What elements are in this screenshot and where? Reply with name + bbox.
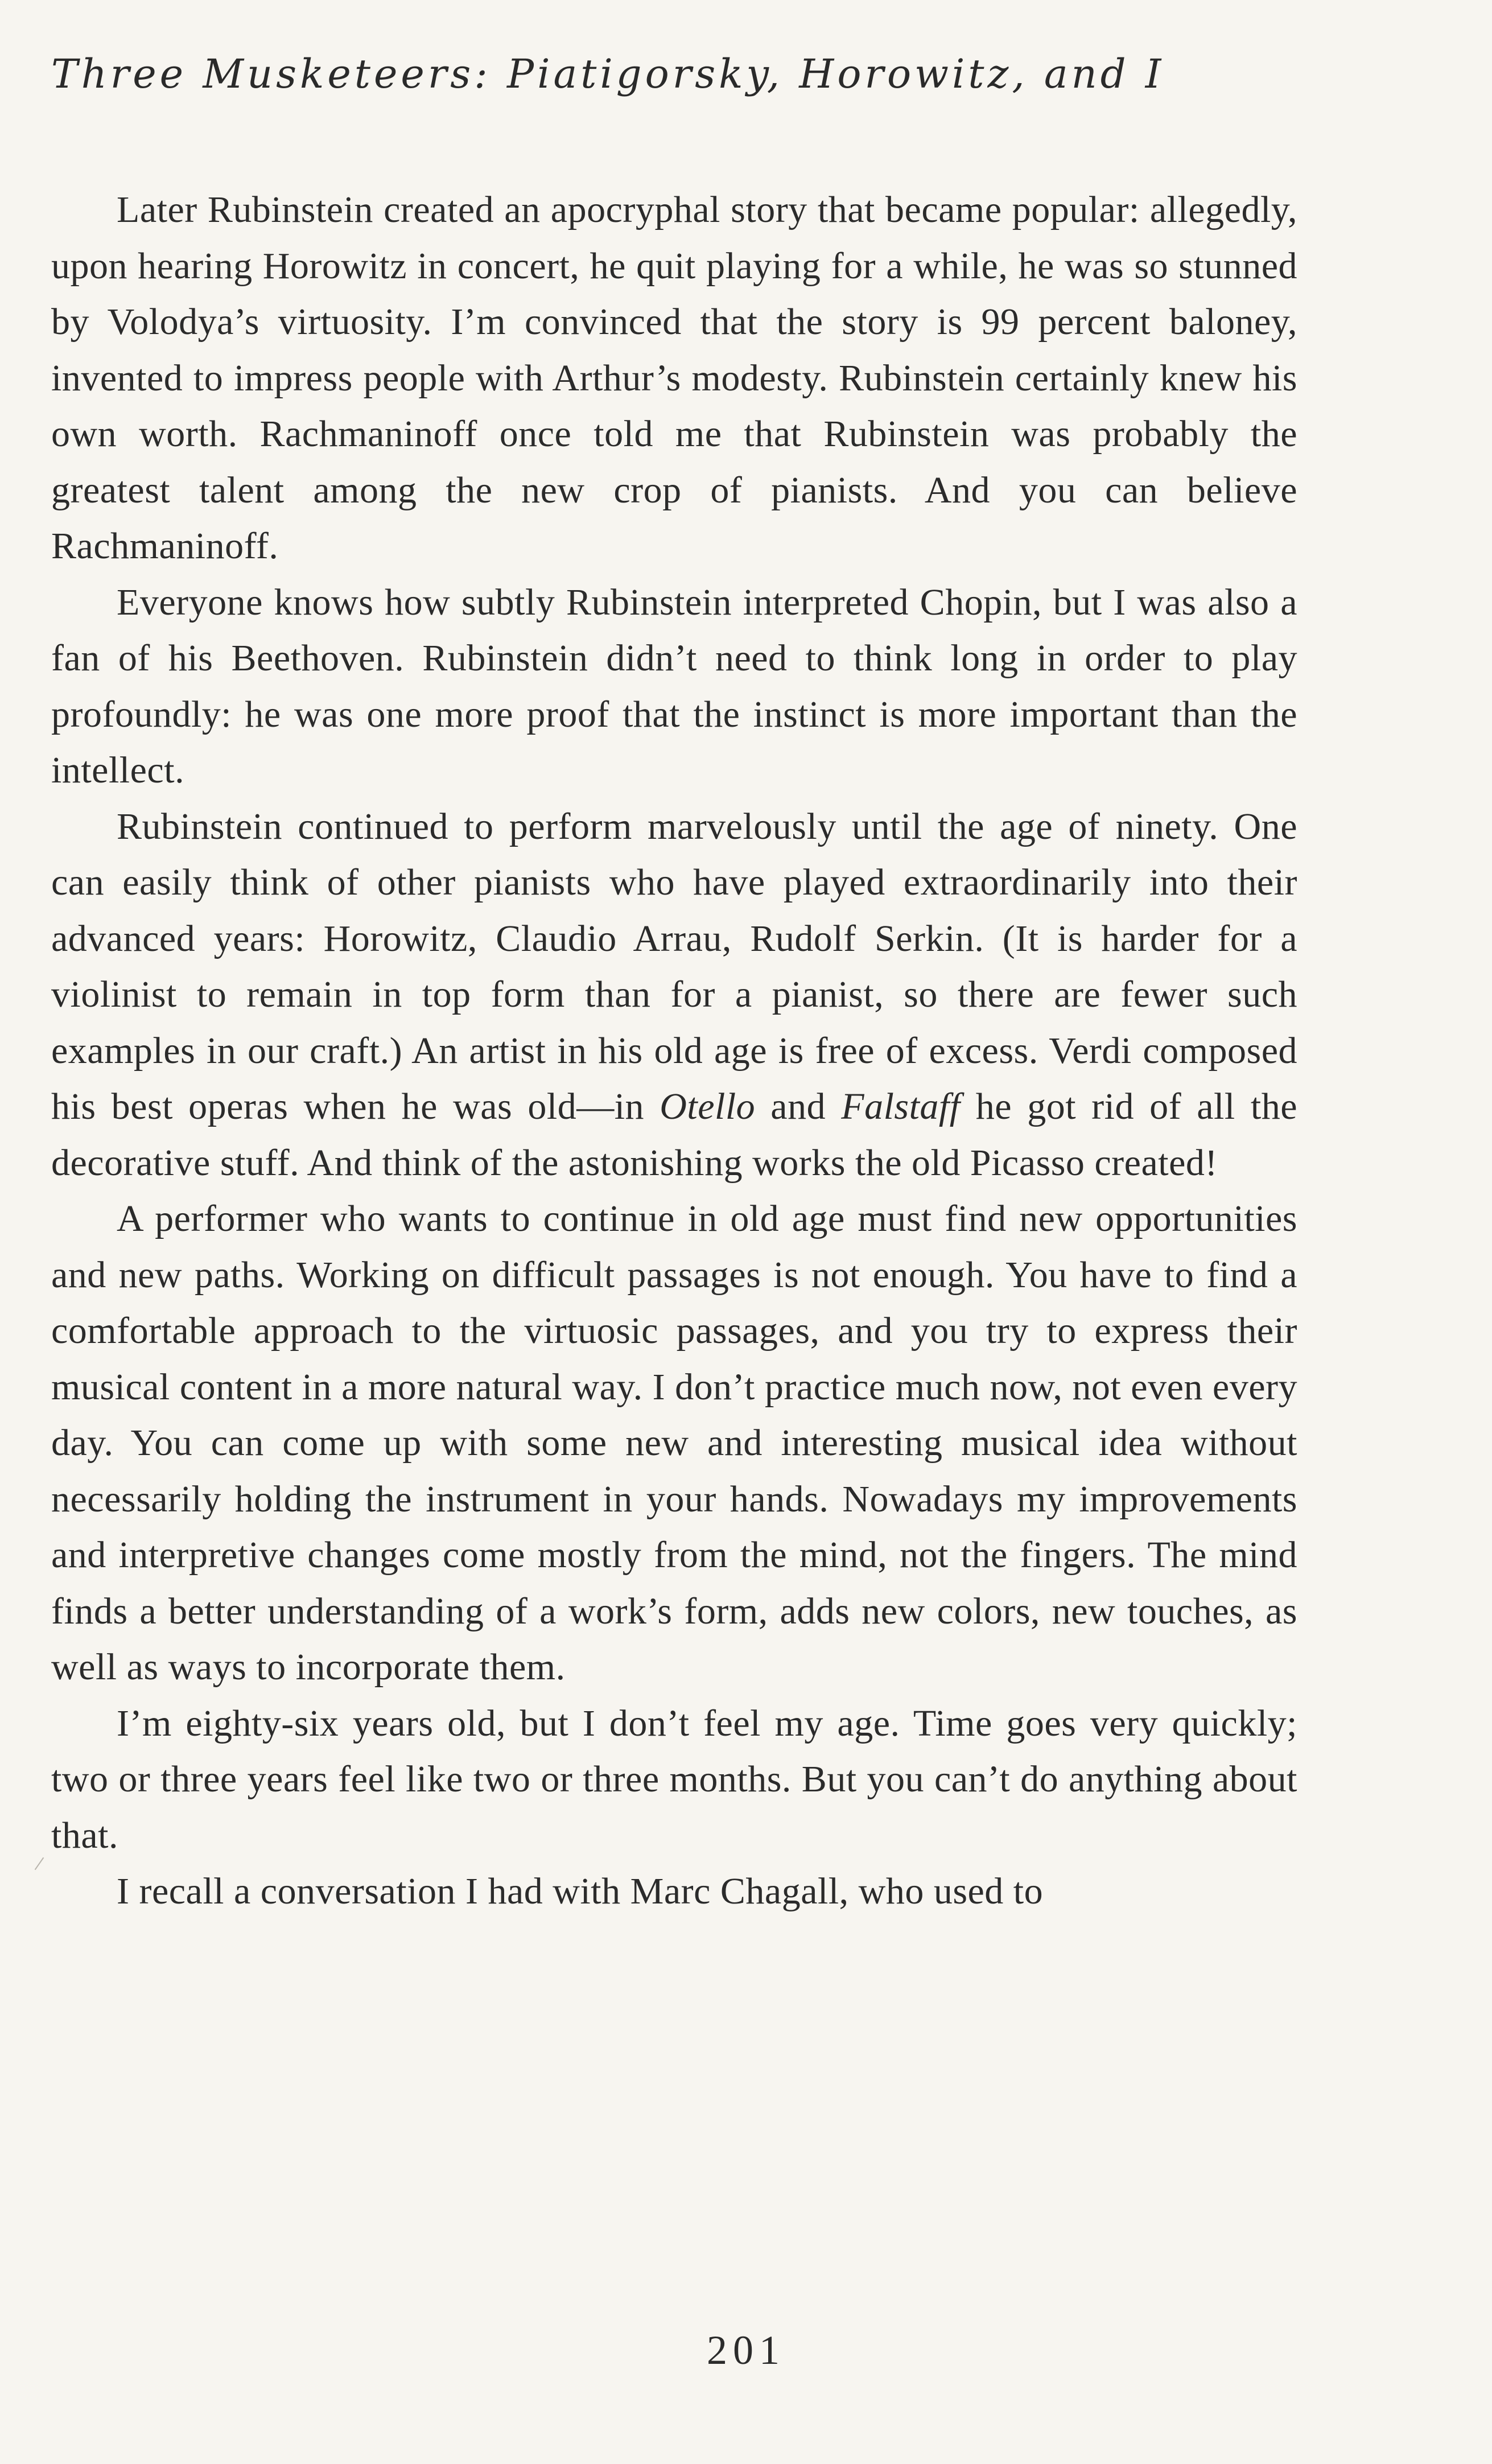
text-run: I recall a conversation I had with Marc Chagall, who used to: [117, 1870, 1044, 1912]
body-text: [51, 182, 1297, 1920]
text-run: I’m eighty-six years old, but I don’t feel my age. Time goes very quickly; two or three years feel like two or three months. But you can’t do anything about that.: [51, 1702, 1297, 1856]
text-run: and: [755, 1086, 842, 1127]
body-paragraph: [51, 799, 1297, 1192]
running-head-title: Three Musketeers: Piatigorsky, Horowitz, and I: [51, 51, 1165, 97]
italic-title-run: Falstaff: [841, 1086, 961, 1127]
body-paragraph: [51, 1191, 1297, 1696]
text-run: Later Rubinstein created an apocryphal story that became popular: allegedly, upon hearing Horowitz in concert, he quit playing for a while, he was so stunned by Volodya’s virtuosity. I’m convinced that the story is 99 percent baloney, invented to impress people with Arthur’s modesty. Rubinstein certainly knew his own worth. Rachmaninoff once told me that Rubinstein was probably the greatest talent among the new crop of pianists. And you can believe Rachmaninoff.: [51, 189, 1297, 567]
page-number: 201: [707, 2327, 785, 2373]
body-paragraph: [51, 575, 1297, 799]
body-paragraph: [51, 1696, 1297, 1864]
scan-artifact-mark: [35, 1857, 44, 1870]
text-run: Rubinstein continued to perform marvelously until the age of ninety. One can easily think of other pianists who have played extraordinarily into their advanced years: Horowitz, Claudio Arrau, Rudolf Serkin. (It is harder for a violinist to remain in top form than for a pianist, so there are fewer such examples in our craft.) An artist in his old age is free of excess. Verdi composed his best operas when he was old—in: [51, 805, 1297, 1127]
italic-title-run: Otello: [660, 1086, 756, 1127]
body-paragraph: [51, 1864, 1297, 1920]
text-run: he got rid of all the decorative stuff. And think of the astonishing works the old Picasso created!: [51, 1086, 1298, 1184]
text-run: A performer who wants to continue in old age must find new opportunities and new paths. Working on difficult passages is not enough. You have to find a comfortable approach to the virtuosic passages, and you try to express their musical content in a more natural way. I don’t practice much now, not even every day. You can come up with some new and interesting musical idea without necessarily holding the instrument in your hands. Nowadays my improvements and interpretive changes come mostly from the mind, not the fingers. The mind finds a better understanding of a work’s form, adds new colors, new touches, as well as ways to incorporate them.: [51, 1198, 1297, 1688]
body-paragraph: [51, 182, 1297, 575]
text-run: Everyone knows how subtly Rubinstein interpreted Chopin, but I was also a fan of his Beethoven. Rubinstein didn’t need to think long in order to play profoundly: he was one more proof that the instinct is more important than the intellect.: [51, 581, 1297, 791]
